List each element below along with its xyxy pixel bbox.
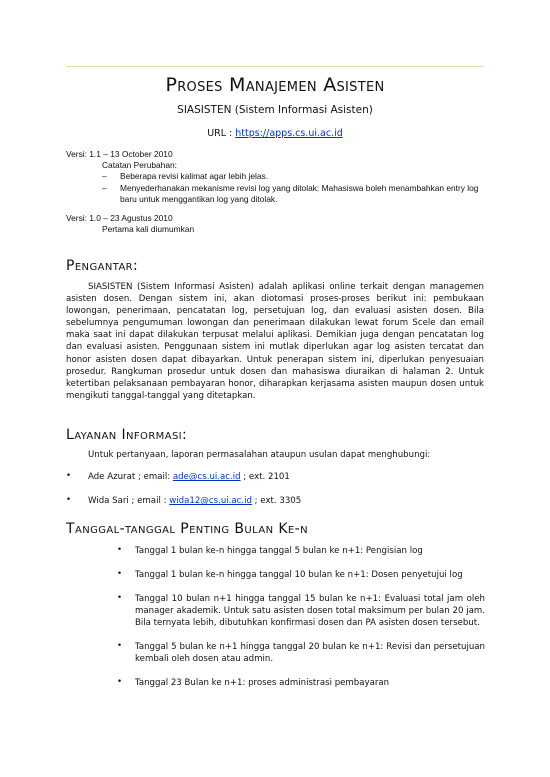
- header-rule: [66, 66, 484, 67]
- version-note: Catatan Perubahan:: [102, 160, 177, 171]
- version-history: [66, 149, 486, 235]
- contact-name: Wida Sari ; email :: [88, 496, 170, 506]
- document-title: Proses Manajemen Asisten: [165, 74, 385, 96]
- document-subtitle: SIASISTEN (Sistem Informasi Asisten): [177, 104, 373, 116]
- layanan-paragraph: Untuk pertanyaan, laporan permasalahan ataupun usulan dapat menghubungi:: [88, 450, 431, 460]
- version-heading: Versi: 1.0 – 23 Agustus 2010: [66, 213, 173, 224]
- url-link[interactable]: https://apps.cs.ui.ac.id: [235, 128, 343, 139]
- pengantar-paragraph: SIASISTEN (Sistem Informasi Asisten) adalah aplikasi online terkait dengan managemen asisten dosen. Dengan sistem ini, akan diotomasi proses-proses berikut ini: pembukaan lowongan, penerimaan, pencatatan log, persetujuan log, dan evaluasi asisten dosen. Bila sebelumnya pengumuman lowongan dan penerimaan dilakukan lewat forum Scele dan email maka saat ini dapat dilakukan terpusat melalui aplikasi. Demikian juga dengan pencatatan log dan evaluasi asisten. Penggunaan sistem ini mutlak diperlukan agar log asisten tercatat dan honor asisten dosen dapat dibayarkan. Untuk penerapan sistem ini, diperlukan penyesuaian prosedur. Rangkuman prosedur untuk dosen dan mahasiswa diuraikan di halaman 2. Untuk ketertiban pelaksanaan pembayaran honor, diharapkan kerjasama asisten maupun dosen untuk mengikuti tanggal-tanggal yang ditetapkan.: [66, 282, 484, 401]
- section-heading-layanan: Layanan Informasi:: [66, 427, 188, 443]
- list-item: • Tanggal 1 bulan ke-n hingga tanggal 5 bulan ke n+1: Pengisian log: [117, 545, 485, 557]
- change-item: – Menyederhanakan mekanisme revisi log yang ditolak: Mahasiswa boleh menambahkan entry log baru untuk menggantikan log yang ditolak.: [102, 183, 486, 205]
- url-line: [0, 128, 550, 139]
- list-item: [66, 496, 486, 520]
- version-heading: Versi: 1.1 – 13 October 2010: [66, 149, 173, 159]
- version-note: Pertama kali diumumkan: [102, 224, 195, 235]
- list-item: • Tanggal 10 bulan n+1 hingga tanggal 15 bulan ke n+1: Evaluasi total jam oleh manager akademik. Untuk satu asisten dosen total maksimum per bulan 20 jam. Bila ternyata lebih, dibutuhkan konfirmasi dosen dan PA asisten dosen tersebut.: [117, 593, 485, 630]
- section-heading-tanggal: Tanggal-tanggal Penting Bulan Ke-n: [66, 521, 308, 537]
- list-item: • Tanggal 1 bulan ke-n hingga tanggal 10 bulan ke n+1: Dosen penyetujui log: [117, 569, 485, 581]
- list-item: • Tanggal 23 Bulan ke n+1: proses administrasi pembayaran: [117, 677, 485, 689]
- dates-list: [117, 545, 485, 701]
- email-link[interactable]: wida12@cs.ui.ac.id: [169, 496, 252, 506]
- list-item: [66, 472, 486, 496]
- change-item: – Beberapa revisi kalimat agar lebih jelas.: [102, 171, 486, 182]
- contact-ext: ; ext. 2101: [240, 472, 290, 482]
- contact-ext: ; ext. 3305: [251, 496, 302, 506]
- change-list: [66, 171, 486, 205]
- contact-list: [66, 472, 486, 520]
- contact-name: Ade Azurat ; email:: [88, 472, 173, 482]
- url-label: URL :: [207, 128, 236, 139]
- list-item: • Tanggal 5 bulan ke n+1 hingga tanggal 20 bulan ke n+1: Revisi dan persetujuan kembali oleh dosen atau admin.: [117, 641, 485, 666]
- section-heading-pengantar: Pengantar:: [66, 258, 139, 274]
- email-link[interactable]: ade@cs.ui.ac.id: [172, 472, 241, 482]
